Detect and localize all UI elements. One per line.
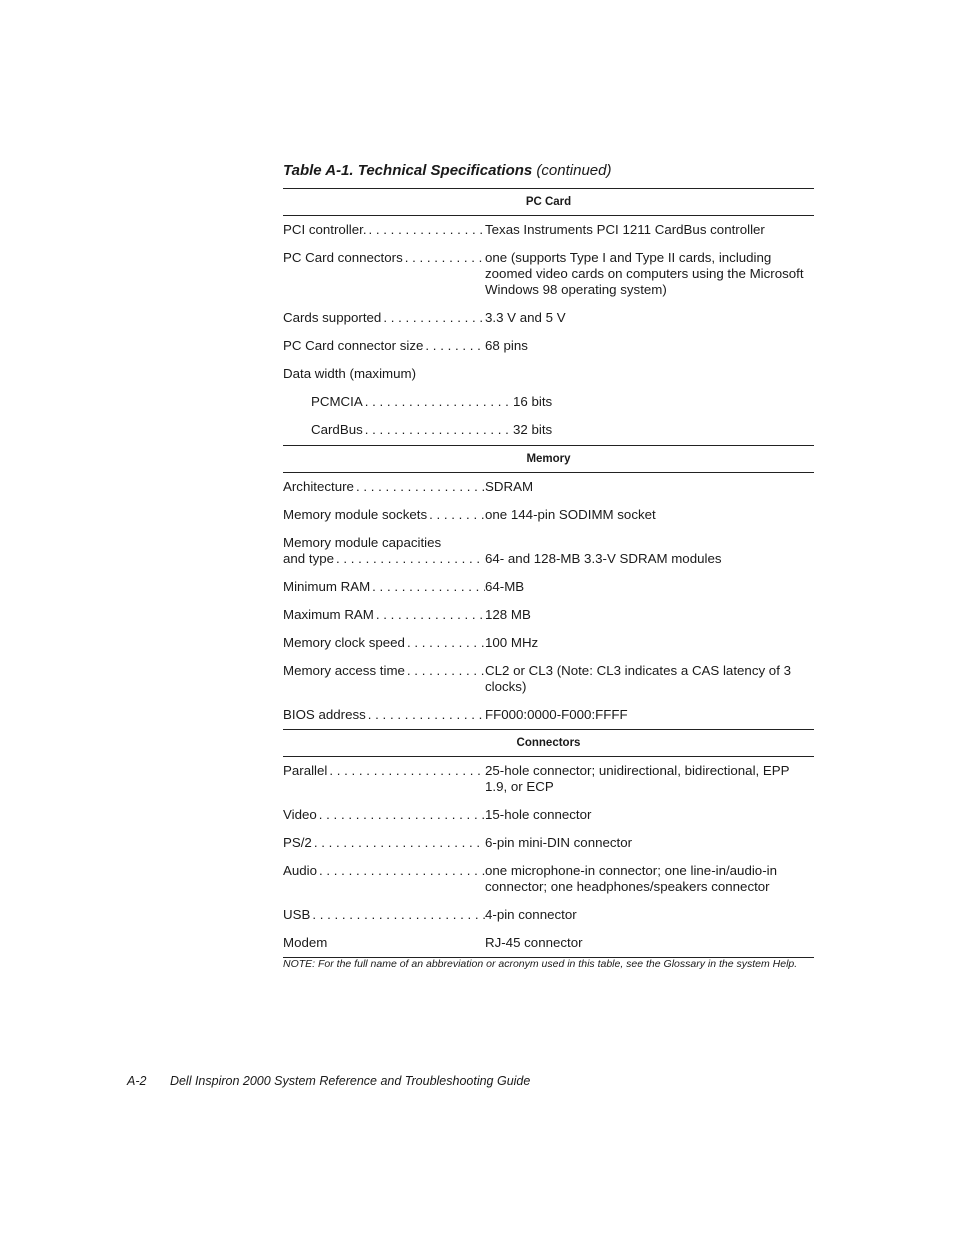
row-value: 3.3 V and 5 V [485, 310, 566, 325]
row-label: Data width (maximum) [283, 366, 416, 381]
row-label-continued: and type [283, 551, 335, 566]
page-number: A-2 [127, 1074, 147, 1088]
row-label: PCMCIA [311, 394, 363, 409]
section-heading-memory: Memory [526, 453, 571, 465]
row-value: 15-hole connector [485, 807, 592, 822]
row-label: PC Card connector size [283, 338, 424, 353]
row-label: PCI controller. [283, 222, 367, 237]
table-row [283, 935, 814, 951]
row-value: one 144-pin SODIMM socket [485, 507, 656, 522]
row-value: SDRAM [485, 479, 534, 494]
table-row [283, 250, 814, 298]
row-label: Memory module sockets [283, 507, 428, 522]
row-label: Memory clock speed [283, 635, 405, 650]
table-row [283, 422, 814, 438]
table-caption [283, 162, 611, 179]
row-value: RJ-45 connector [485, 935, 583, 950]
row-value: 68 pins [485, 338, 528, 353]
row-value: 100 MHz [485, 635, 539, 650]
row-value: 64- and 128-MB 3.3-V SDRAM modules [485, 551, 722, 566]
section-heading-connectors: Connectors [516, 737, 581, 749]
row-label: Audio [283, 863, 318, 878]
row-value: 128 MB [485, 607, 531, 622]
row-value: 6-pin mini-DIN connector [485, 835, 633, 850]
table-row [283, 907, 814, 923]
table-row [283, 607, 814, 623]
row-label: Memory module capacities [283, 535, 442, 550]
row-value: FF000:0000-F000:FFFF [485, 707, 628, 722]
table-row [283, 479, 814, 495]
table-row [283, 835, 814, 851]
table-row [283, 707, 814, 723]
table-row [283, 507, 814, 523]
row-label: USB [283, 907, 311, 922]
spec-table [283, 188, 814, 958]
document-title: Dell Inspiron 2000 System Reference and Troubleshooting Guide [169, 1074, 531, 1088]
row-value: 16 bits [513, 394, 553, 409]
table-row [283, 366, 814, 382]
table-row [283, 863, 814, 895]
table-row [283, 579, 814, 595]
row-label: CardBus [311, 422, 363, 437]
table-row [283, 310, 814, 326]
table-row [283, 222, 814, 238]
row-label: Cards supported [283, 310, 382, 325]
row-label: Architecture [283, 479, 354, 494]
table-row [283, 807, 814, 823]
row-label: Minimum RAM [283, 579, 371, 594]
row-label: PS/2 [283, 835, 312, 850]
row-value: one microphone-in connector; one line-in/audio-in connector; one headphones/speakers connector [485, 863, 777, 894]
table-caption-continued: (continued) [536, 162, 612, 179]
row-value: Texas Instruments PCI 1211 CardBus controller [485, 222, 765, 237]
row-value [485, 366, 814, 382]
row-label: BIOS address [283, 707, 366, 722]
row-value: 32 bits [513, 422, 553, 437]
row-label: PC Card connectors [283, 250, 403, 265]
page-footer [127, 1074, 530, 1088]
row-value: 25-hole connector; unidirectional, bidirectional, EPP 1.9, or ECP [485, 763, 790, 794]
table-row [283, 535, 814, 567]
row-value: CL2 or CL3 (Note: CL3 indicates a CAS latency of 3 clocks) [485, 663, 791, 694]
table-row [283, 635, 814, 651]
table-note: NOTE: For the full name of an abbreviation or acronym used in this table, see the Glossary in the system Help. [283, 958, 798, 970]
row-value: 64-MB [485, 579, 525, 594]
table-caption-title: Table A-1. Technical Specifications [283, 162, 533, 179]
table-row [283, 394, 814, 410]
row-label: Parallel [283, 763, 328, 778]
row-label: Memory access time [283, 663, 405, 678]
table-row [283, 763, 814, 795]
section-heading-pc-card: PC Card [525, 196, 572, 208]
row-label: Modem [283, 935, 328, 950]
row-label: Video [283, 807, 317, 822]
row-label: Maximum RAM [283, 607, 374, 622]
row-value: one (supports Type I and Type II cards, including zoomed video cards on computers using the Microsoft Windows 98 operating system) [485, 250, 804, 297]
table-row [283, 338, 814, 354]
table-row [283, 663, 814, 695]
row-value: 4-pin connector [485, 907, 577, 922]
